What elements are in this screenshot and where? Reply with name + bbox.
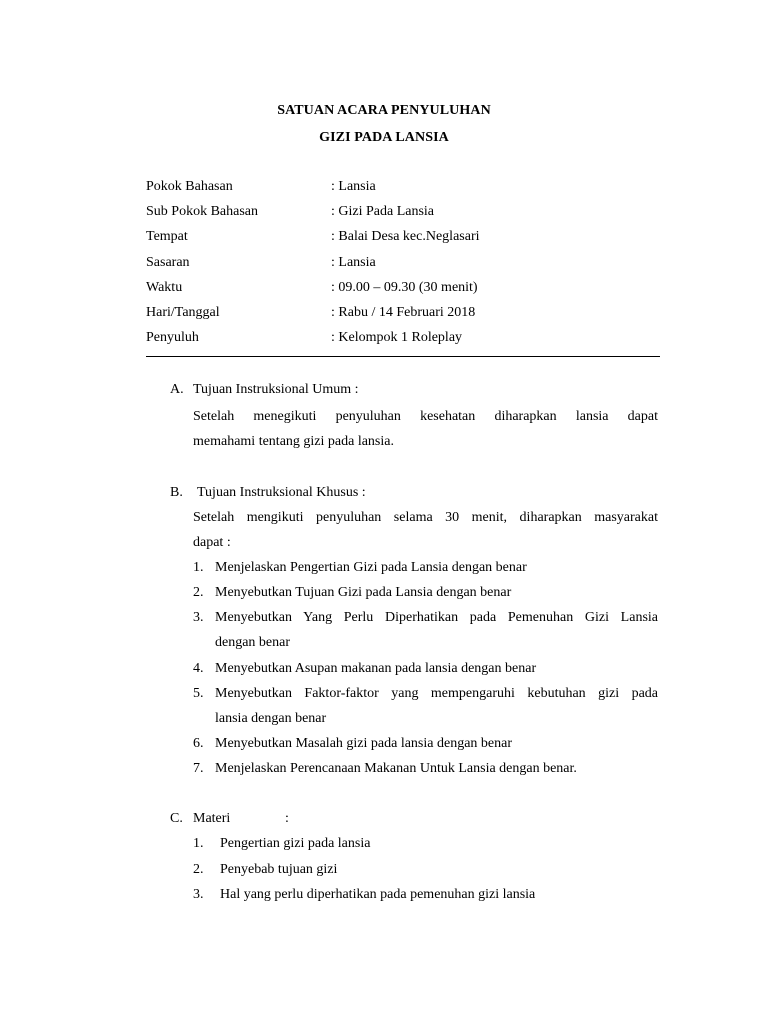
section-c-colon: : [285, 811, 289, 826]
info-label: Pokok Bahasan [146, 179, 233, 194]
list-item-number: 6. [193, 736, 204, 751]
section-b-intro-line: Setelah mengikuti penyuluhan selama 30 menit, diharapkan masyarakat [193, 510, 658, 525]
list-item-continuation: dengan benar [215, 635, 291, 650]
list-item: Menyebutkan Tujuan Gizi pada Lansia dengan benar [215, 585, 512, 600]
section-c-marker: C. [170, 811, 183, 826]
list-item: Menjelaskan Perencanaan Makanan Untuk Lansia dengan benar. [215, 761, 577, 776]
list-item-number: 4. [193, 661, 204, 676]
info-row [146, 330, 666, 350]
section-b-intro-line: dapat : [193, 535, 231, 550]
info-value: : Lansia [331, 255, 376, 270]
section-a-text-line: memahami tentang gizi pada lansia. [193, 434, 394, 449]
list-item-number: 1. [193, 836, 204, 851]
section-b-heading: Tujuan Instruksional Khusus : [197, 485, 366, 500]
list-item-number: 2. [193, 862, 204, 877]
info-label: Penyuluh [146, 330, 199, 345]
list-item-number: 2. [193, 585, 204, 600]
list-item: Penyebab tujuan gizi [220, 862, 338, 877]
section-a-text-line: Setelah menegikuti penyuluhan kesehatan diharapkan lansia dapat [193, 409, 658, 424]
info-row [146, 280, 666, 300]
info-label: Sub Pokok Bahasan [146, 204, 258, 219]
list-item: Menyebutkan Yang Perlu Diperhatikan pada Pemenuhan Gizi Lansia [215, 610, 658, 625]
list-item: Hal yang perlu diperhatikan pada pemenuhan gizi lansia [220, 887, 536, 902]
list-item-continuation: lansia dengan benar [215, 711, 327, 726]
list-item-number: 7. [193, 761, 204, 776]
info-value: : Gizi Pada Lansia [331, 204, 435, 219]
document-title: SATUAN ACARA PENYULUHAN [277, 103, 491, 118]
info-label: Tempat [146, 229, 188, 244]
list-item: Menjelaskan Pengertian Gizi pada Lansia dengan benar [215, 560, 527, 575]
info-row [146, 229, 666, 249]
info-value: : 09.00 – 09.30 (30 menit) [331, 280, 478, 295]
list-item-number: 5. [193, 686, 204, 701]
section-c-heading: Materi [193, 811, 231, 826]
info-row [146, 305, 666, 325]
list-item: Menyebutkan Faktor-faktor yang mempengaruhi kebutuhan gizi pada [215, 686, 658, 701]
document-subtitle: GIZI PADA LANSIA [319, 130, 449, 145]
info-value: : Lansia [331, 179, 376, 194]
info-value: : Balai Desa kec.Neglasari [331, 229, 480, 244]
info-label: Sasaran [146, 255, 190, 270]
divider-line [146, 356, 660, 357]
info-row [146, 179, 666, 199]
section-a-marker: A. [170, 382, 184, 397]
list-item: Pengertian gizi pada lansia [220, 836, 371, 851]
list-item: Menyebutkan Masalah gizi pada lansia dengan benar [215, 736, 513, 751]
info-label: Waktu [146, 280, 183, 295]
info-value: : Rabu / 14 Februari 2018 [331, 305, 476, 320]
list-item-number: 3. [193, 887, 204, 902]
info-value: : Kelompok 1 Roleplay [331, 330, 463, 345]
section-b-marker: B. [170, 485, 183, 500]
list-item: Menyebutkan Asupan makanan pada lansia dengan benar [215, 661, 537, 676]
section-a-heading: Tujuan Instruksional Umum : [193, 382, 359, 397]
info-row [146, 255, 666, 275]
list-item-number: 1. [193, 560, 204, 575]
info-label: Hari/Tanggal [146, 305, 220, 320]
list-item-number: 3. [193, 610, 204, 625]
info-row [146, 204, 666, 224]
